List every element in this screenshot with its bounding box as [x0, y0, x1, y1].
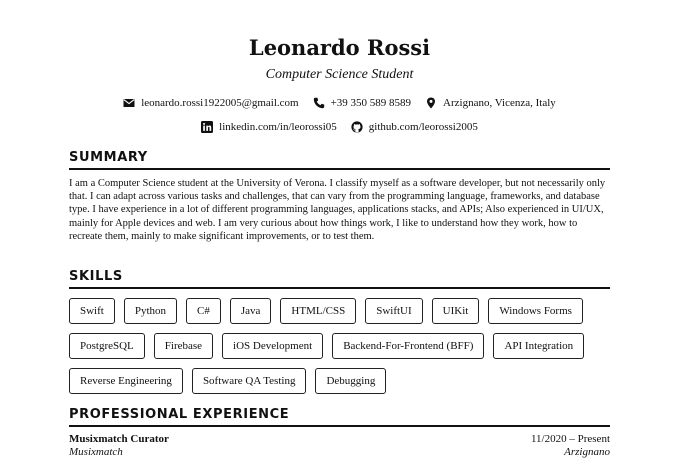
skill-tag: Python — [124, 298, 177, 324]
skill-tag: Java — [230, 298, 272, 324]
job-location: Arzignano — [564, 446, 610, 458]
contact-phone[interactable] — [313, 95, 411, 111]
skills-list — [69, 298, 610, 403]
github-icon — [351, 121, 363, 133]
experience-heading: PROFESSIONAL EXPERIENCE — [69, 406, 610, 427]
skill-tag: Reverse Engineering — [69, 368, 183, 394]
skill-tag: Firebase — [154, 333, 213, 359]
contact-location — [425, 95, 556, 111]
linkedin-text: linkedin.com/in/leorossi05 — [219, 121, 337, 133]
skill-tag: Swift — [69, 298, 115, 324]
location-icon — [425, 97, 437, 109]
skill-tag: Software QA Testing — [192, 368, 307, 394]
skill-row-3 — [69, 368, 610, 394]
contact-github[interactable] — [351, 119, 478, 135]
contact-linkedin[interactable] — [201, 119, 337, 135]
contact-row-2 — [69, 119, 610, 135]
candidate-name: Leonardo Rossi — [248, 35, 431, 60]
email-icon — [123, 97, 135, 109]
job-company: Musixmatch — [69, 446, 123, 458]
location-text: Arzignano, Vicenza, Italy — [443, 97, 556, 109]
contact-row-1 — [69, 95, 610, 111]
skill-tag: API Integration — [493, 333, 584, 359]
phone-text: +39 350 589 8589 — [330, 97, 412, 109]
linkedin-icon — [201, 121, 213, 133]
candidate-subtitle: Computer Science Student — [265, 67, 414, 82]
skill-tag: Windows Forms — [488, 298, 583, 324]
skill-tag: PostgreSQL — [69, 333, 145, 359]
skill-row-1 — [69, 298, 610, 324]
skill-tag: HTML/CSS — [280, 298, 356, 324]
github-text: github.com/leorossi2005 — [368, 121, 478, 133]
job-entry — [69, 433, 610, 459]
skill-tag: SwiftUI — [365, 298, 422, 324]
job-dates: 11/2020 – Present — [530, 433, 610, 445]
skill-tag: C# — [186, 298, 221, 324]
phone-icon — [313, 97, 325, 109]
skill-tag: iOS Development — [222, 333, 323, 359]
summary-heading: SUMMARY — [69, 149, 610, 170]
email-text: leonardo.rossi1922005@gmail.com — [141, 97, 299, 109]
skills-heading: SKILLS — [69, 268, 610, 289]
job-title: Musixmatch Curator — [69, 433, 169, 445]
summary-text: I am a Computer Science student at the University of Verona. I classify myself as a software developer, but not necessarily only that. I can adapt across various tasks and challenges, that can vary from the programming language, frameworks, and database type. I have experience in a lot of different programming languages, applications stacks, and APIs; Also experienced in UI/UX, mainly for Apple devices and web. I am very curious about how things work, I like to understand how they work, how to recreate them, mainly to make significant improvements, or to test them. — [69, 178, 606, 242]
skill-tag: Backend-For-Frontend (BFF) — [332, 333, 484, 359]
skill-tag: UIKit — [432, 298, 480, 324]
skill-tag: Debugging — [315, 368, 386, 394]
skill-row-2 — [69, 333, 610, 359]
contact-email[interactable] — [123, 95, 298, 111]
